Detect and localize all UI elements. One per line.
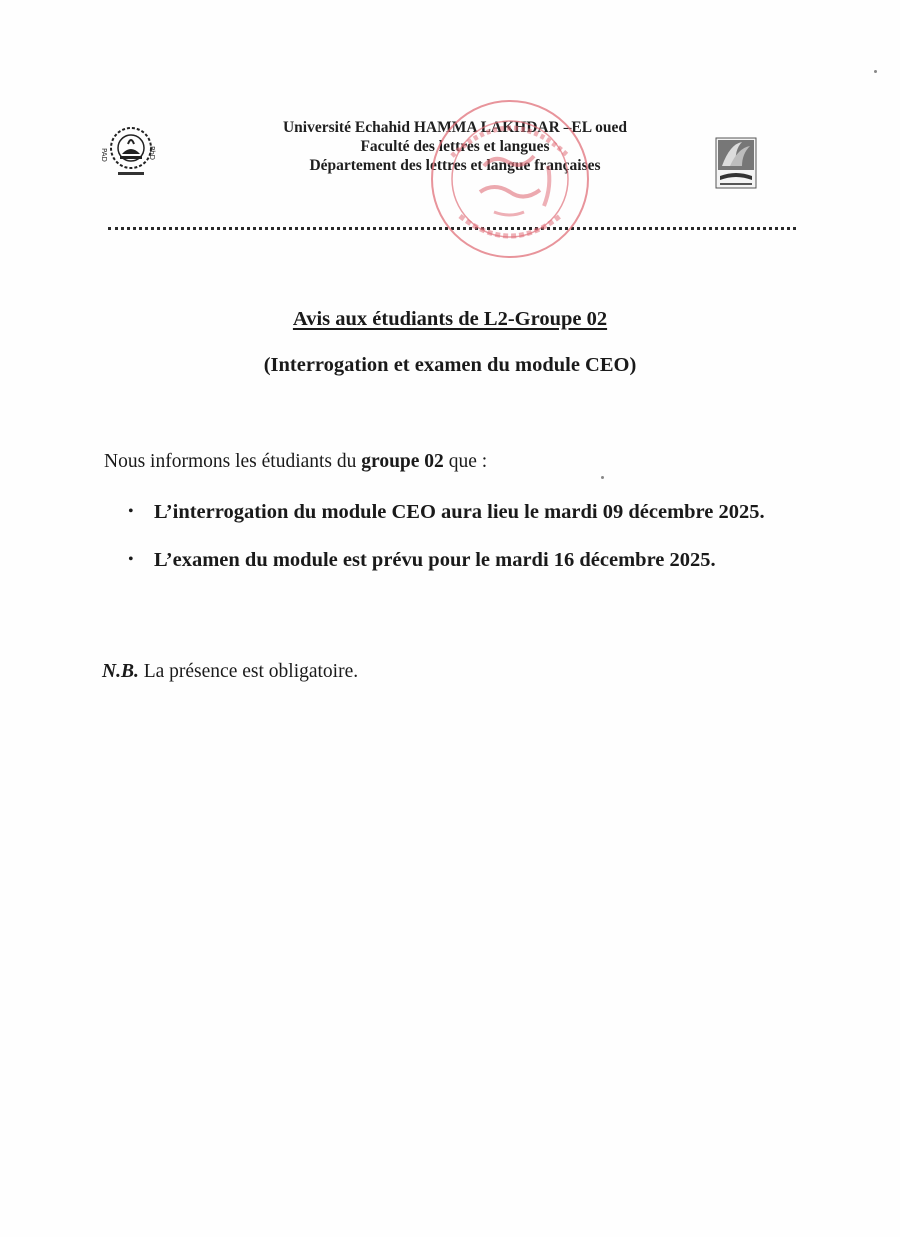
university-name: Université Echahid HAMMA LAKHDAR –EL oued (282, 119, 628, 136)
announcement-list (128, 496, 808, 592)
bullet-icon: • (128, 551, 134, 568)
list-item-text: L’interrogation du module CEO aura lieu le mardi 09 décembre 2025. (154, 501, 765, 523)
scan-speck (874, 70, 877, 73)
svg-text:PbD: PbD (148, 146, 156, 161)
institution-header (220, 118, 690, 175)
notice-title-text: Avis aux étudiants de L2-Groupe 02 (292, 308, 608, 330)
list-item (128, 544, 808, 576)
list-item (128, 496, 808, 528)
bullet-icon: • (128, 503, 134, 520)
header-divider (108, 227, 796, 230)
department-name: Département des lettres et langue françaises (309, 157, 601, 174)
list-item-text: L’examen du module est prévu pour le mardi 16 décembre 2025. (154, 549, 716, 571)
faculty-name: Faculté des lettres et langues (360, 138, 550, 155)
intro-paragraph (104, 451, 487, 473)
university-crest-logo (100, 120, 162, 180)
notice-title (0, 308, 900, 331)
note-label: N.B. (102, 661, 139, 682)
note-line (102, 661, 358, 683)
notice-subtitle: (Interrogation et examen du module CEO) (263, 354, 637, 376)
svg-text:PAD: PAD (100, 148, 108, 162)
note-text: La présence est obligatoire. (143, 661, 359, 682)
faculty-book-logo (712, 136, 760, 192)
intro-before: Nous informons les étudiants du (104, 451, 357, 472)
scan-speck (601, 476, 604, 479)
intro-group: groupe 02 (361, 451, 444, 472)
intro-after: que : (448, 451, 488, 472)
